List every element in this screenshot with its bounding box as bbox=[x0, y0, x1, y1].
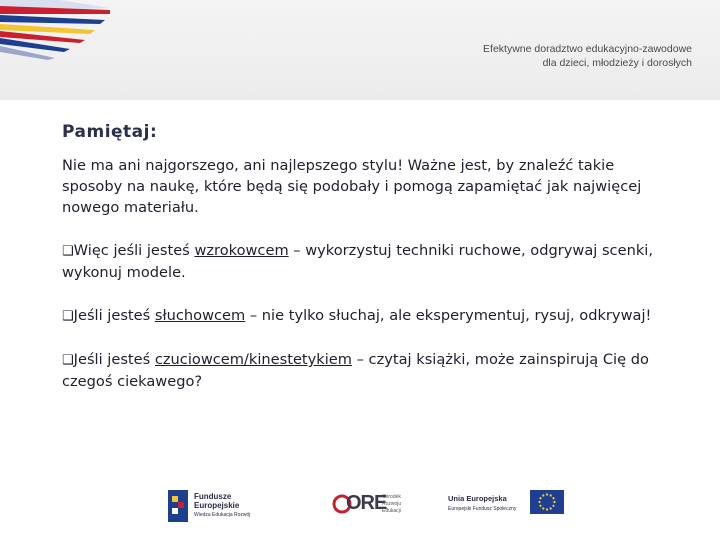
page-title: Pamiętaj: bbox=[62, 122, 158, 142]
bullet-item bbox=[62, 240, 672, 283]
footer-logos bbox=[0, 480, 720, 530]
ore-line2: Rozwoju bbox=[382, 501, 402, 507]
bullet-term: czuciowcem/kinestetykiem bbox=[154, 351, 352, 368]
logo-ore bbox=[332, 488, 412, 524]
fe-title1: Fundusze bbox=[194, 492, 232, 501]
header-line2: dla dzieci, młodzieży i dorosłych bbox=[542, 57, 692, 69]
ore-wordmark: ORE bbox=[346, 492, 387, 514]
bullet-item bbox=[62, 349, 672, 392]
bullet-prefix: Więc jeśli jesteś bbox=[73, 242, 195, 259]
bullet-checkbox-icon: ❑ bbox=[62, 244, 74, 259]
bullet-term: wzrokowcem bbox=[194, 242, 289, 259]
bullet-checkbox-icon: ❑ bbox=[62, 353, 74, 368]
main-content bbox=[62, 122, 672, 414]
fe-flag-icon bbox=[168, 490, 188, 522]
bullet-suffix: – nie tylko słuchaj, ale eksperymentuj, rysuj, odkrywaj! bbox=[245, 307, 652, 324]
ore-line1: Ośrodek bbox=[382, 494, 401, 500]
fe-subtitle: Wiedza Edukacja Rozwój bbox=[194, 512, 251, 518]
ore-line3: Edukacji bbox=[382, 508, 401, 514]
bullet-prefix: Jeśli jesteś bbox=[73, 351, 155, 368]
logo-fundusze-europejskie bbox=[168, 488, 263, 524]
bullet-prefix: Jeśli jesteś bbox=[73, 307, 155, 324]
logo-unia-europejska bbox=[448, 488, 568, 524]
bullet-suffix: – czytaj książki, może zainspirują Cię do czegoś ciekawego? bbox=[62, 351, 649, 390]
header-tagline bbox=[483, 42, 692, 70]
bullet-item bbox=[62, 305, 672, 327]
bullet-checkbox-icon: ❑ bbox=[62, 309, 74, 324]
header-line1: Efektywne doradztwo edukacyjno-zawodowe bbox=[483, 43, 692, 55]
decorative-stripes bbox=[0, 0, 110, 70]
intro-paragraph: Nie ma ani najgorszego, ani najlepszego stylu! Ważne jest, by znaleźć takie sposoby na naukę, które będą się podobały i pomogą zapamiętać jak najwięcej nowego materiału. bbox=[62, 157, 642, 216]
bullet-term: słuchowcem bbox=[154, 307, 246, 324]
eu-flag-icon bbox=[530, 490, 564, 514]
bullet-suffix: – wykorzystuj techniki ruchowe, odgrywaj scenki, wykonuj modele. bbox=[62, 242, 653, 281]
ue-subtitle: Europejski Fundusz Społeczny bbox=[448, 506, 517, 512]
fe-title2: Europejskie bbox=[194, 501, 240, 510]
ue-title: Unia Europejska bbox=[448, 494, 507, 503]
